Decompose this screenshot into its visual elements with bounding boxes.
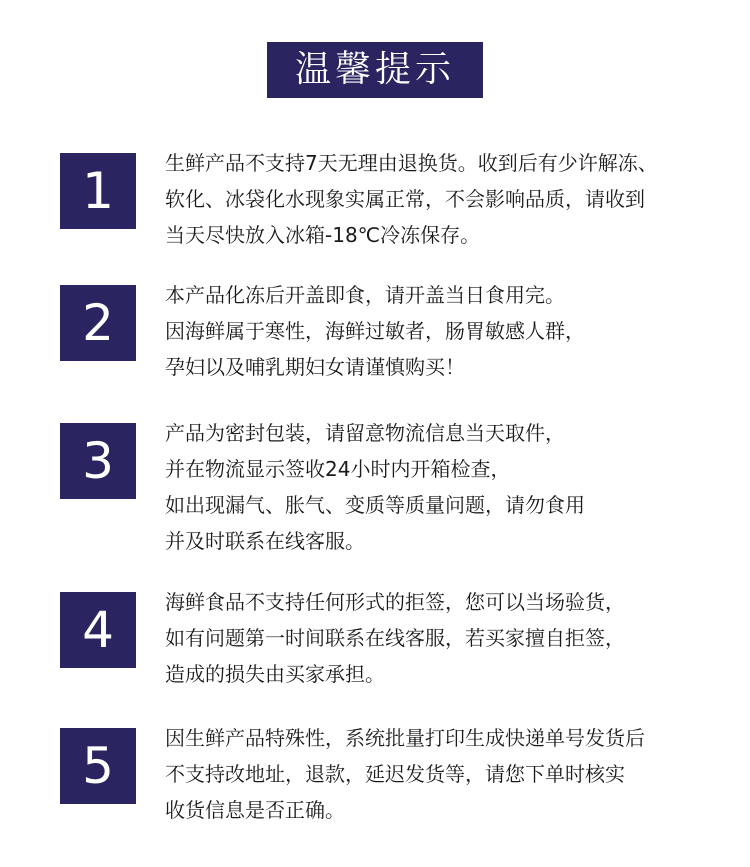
tip-line: 收货信息是否正确。 [165,798,345,822]
tip-line: 海鲜食品不支持任何形式的拒签，您可以当场验货， [165,590,625,614]
tip-text [165,584,725,692]
tip-line: 因生鲜产品特殊性，系统批量打印生成快递单号发货后 [165,726,645,750]
header [0,42,750,98]
tip-line: 生鲜产品不支持7天无理由退换货。收到后有少许解冻、 [165,151,658,175]
tip-line: 如有问题第一时间联系在线客服，若买家擅自拒签， [165,626,625,650]
tip-line: 并在物流显示签收24小时内开箱检查， [165,457,511,481]
tip-text [165,720,725,828]
tip-number-badge: 1 [60,153,136,229]
tip-line: 并及时联系在线客服。 [165,529,365,553]
tip-number-badge: 5 [60,728,136,804]
tip-line: 当天尽快放入冰箱-18℃冷冻保存。 [165,223,481,247]
tip-line: 产品为密封包装，请留意物流信息当天取件， [165,421,565,445]
tip-text [165,145,725,253]
tip-line: 因海鲜属于寒性，海鲜过敏者，肠胃敏感人群， [165,319,585,343]
tip-line: 造成的损失由买家承担。 [165,662,385,686]
tip-line: 软化、冰袋化水现象实属正常，不会影响品质，请收到 [165,187,645,211]
tip-number-badge: 3 [60,423,136,499]
tip-line: 如出现漏气、胀气、变质等质量问题，请勿食用 [165,493,585,517]
tip-number-badge: 2 [60,285,136,361]
tip-line: 不支持改地址，退款，延迟发货等，请您下单时核实 [165,762,625,786]
tip-text [165,277,725,385]
tip-line: 孕妇以及哺乳期妇女请谨慎购买！ [165,355,465,379]
tip-line: 本产品化冻后开盖即食，请开盖当日食用完。 [165,283,565,307]
page-title: 温馨提示 [267,42,483,98]
tip-text [165,415,725,559]
tip-number-badge: 4 [60,592,136,668]
